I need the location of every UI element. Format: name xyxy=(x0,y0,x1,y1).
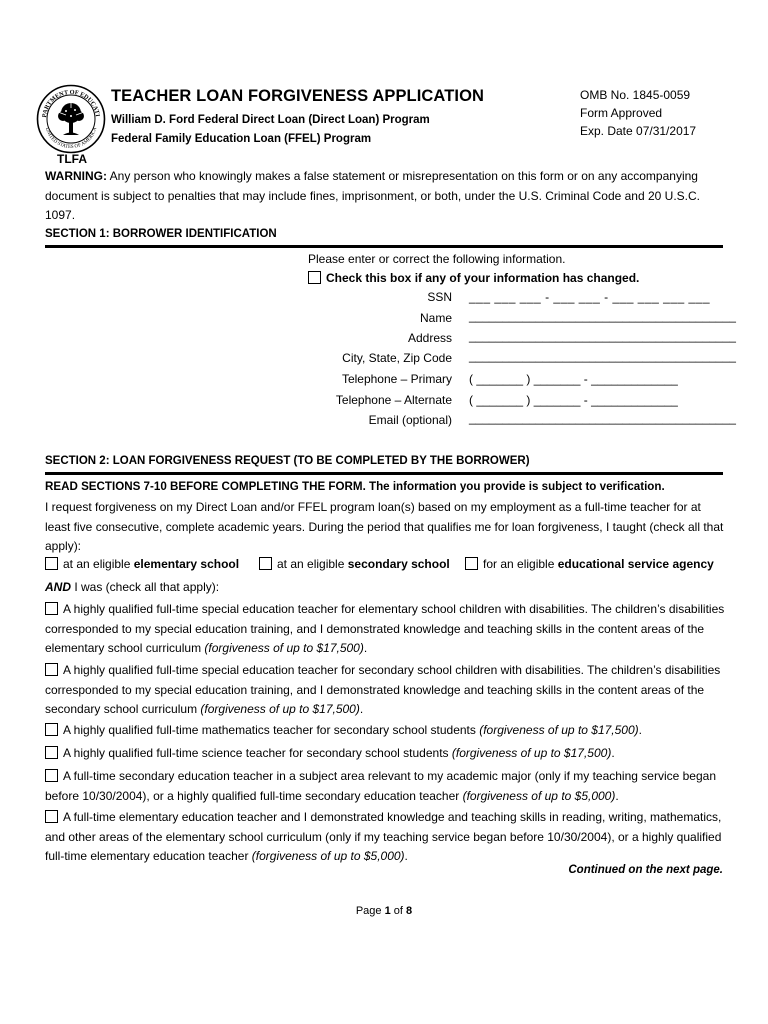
section-2-heading: SECTION 2: LOAN FORGIVENESS REQUEST (TO BE COMPLETED BY THE BORROWER) xyxy=(45,455,530,467)
teacher-type-item-2: A highly qualified full-time special education teacher for secondary school children with disabilities. The children’s disabilities corresponded to my special education training, and I demonstrated knowledge and teaching skills in the content areas of the secondary school curriculum (forgiveness of up to $17,500). xyxy=(45,663,721,716)
city-state-zip-field[interactable]: ________________________________________ xyxy=(469,349,736,363)
page-number: Page 1 of 8 xyxy=(355,905,413,917)
email-label: Email (optional) xyxy=(368,413,452,427)
omb-number: OMB No. 1845-0059 xyxy=(580,88,691,102)
name-field[interactable]: ________________________________________ xyxy=(469,309,736,323)
telephone-primary-field[interactable]: ( _______ ) _______ - _____________ xyxy=(469,372,678,386)
teacher-type-item-3: A highly qualified full-time mathematics teacher for secondary school students (forgiveness of up to $17,500). xyxy=(45,721,725,741)
teacher-type-checkbox-6[interactable] xyxy=(45,810,58,823)
program-name-ffel: Federal Family Education Loan (FFEL) Program xyxy=(111,133,372,145)
section-1-instruction: Please enter or correct the following information. xyxy=(308,252,566,266)
form-code: TLFA xyxy=(57,152,87,166)
teacher-type-checkbox-4[interactable] xyxy=(45,746,58,759)
read-sections-notice: READ SECTIONS 7-10 BEFORE COMPLETING THE FORM. The information you provide is subject to verification. xyxy=(45,480,665,493)
email-field[interactable]: ________________________________________ xyxy=(469,411,736,425)
teacher-type-checkbox-3[interactable] xyxy=(45,723,58,736)
teacher-type-item-1: A highly qualified full-time special education teacher for elementary school children with disabilities. The children’s disabilities corresponded to my special education training, and I demonstrated knowledge and teaching skills in the content areas of the elementary school curriculum (forgiveness of up to $17,500). xyxy=(45,602,725,655)
info-changed-row xyxy=(308,271,639,285)
svg-text:DEPARTMENT OF EDUCATION: PARTMENT OF EDUCATI xyxy=(41,88,101,118)
section-1-heading: SECTION 1: BORROWER IDENTIFICATION xyxy=(45,228,277,240)
school-option-service-agency: for an eligible educational service agency xyxy=(465,557,714,571)
school-option-secondary: at an eligible secondary school xyxy=(259,557,450,571)
program-name-direct-loan: William D. Ford Federal Direct Loan (Direct Loan) Program xyxy=(111,114,430,126)
teacher-type-checkbox-5[interactable] xyxy=(45,769,58,782)
name-label: Name xyxy=(419,311,452,325)
warning-text: Any person who knowingly makes a false statement or misrepresentation on this form or on any accompanying document is subject to penalties that may include fines, imprisonment, or both, under the U.S. Criminal Code and 20 U.S.C. 1097. xyxy=(45,169,700,222)
telephone-alternate-label: Telephone – Alternate xyxy=(335,393,452,407)
address-label: Address xyxy=(407,331,452,345)
service-agency-checkbox[interactable] xyxy=(465,557,478,570)
city-state-zip-label: City, State, Zip Code xyxy=(342,351,452,365)
section-1-rule xyxy=(45,245,723,248)
ssn-field[interactable]: ___ ___ ___ - ___ ___ - ___ ___ ___ ___ xyxy=(469,290,711,304)
teacher-type-item-6: A full-time elementary education teacher and I demonstrated knowledge and teaching skills in reading, writing, mathematics, and other areas of the elementary school curriculum (only if my teaching service began before 10/30/2004), or a highly qualified full-time elementary education teacher (forgiveness of up to $5,000). xyxy=(45,810,722,863)
info-changed-label: Check this box if any of your information has changed. xyxy=(326,271,640,285)
teacher-type-item-4: A highly qualified full-time science teacher for secondary school students (forgiveness of up to $17,500). xyxy=(45,744,725,764)
department-of-education-seal xyxy=(36,84,106,154)
telephone-primary-label: Telephone – Primary xyxy=(341,372,452,386)
continued-note: Continued on the next page. xyxy=(568,864,723,876)
form-title: TEACHER LOAN FORGIVENESS APPLICATION xyxy=(111,87,485,105)
telephone-alternate-field[interactable]: ( _______ ) _______ - _____________ xyxy=(469,393,678,407)
form-approved: Form Approved xyxy=(580,106,663,120)
school-option-elementary: at an eligible elementary school xyxy=(45,557,239,571)
elementary-school-checkbox[interactable] xyxy=(45,557,58,570)
warning-label: WARNING: xyxy=(45,169,107,183)
secondary-school-checkbox[interactable] xyxy=(259,557,272,570)
teacher-type-checkbox-2[interactable] xyxy=(45,663,58,676)
section-2-rule xyxy=(45,472,723,475)
forgiveness-intro: I request forgiveness on my Direct Loan and/or FFEL program loan(s) based on my employment as a full-time teacher for at least five consecutive, complete academic years. During the period that qualifies me for loan forgiveness, I taught (check all that apply): xyxy=(45,500,724,553)
warning-paragraph xyxy=(45,167,725,226)
info-changed-checkbox[interactable] xyxy=(308,271,321,284)
svg-text:UNITED STATES OF AMERICA: UNITED STATES OF AMERICA xyxy=(43,127,99,151)
and-instruction: AND I was (check all that apply): xyxy=(45,580,220,594)
teacher-type-checkbox-1[interactable] xyxy=(45,602,58,615)
ssn-label: SSN xyxy=(427,290,452,304)
address-field[interactable]: ________________________________________ xyxy=(469,329,736,343)
expiration-date: Exp. Date 07/31/2017 xyxy=(580,124,697,138)
teacher-type-item-5: A full-time secondary education teacher in a subject area relevant to my academic major (only if my teaching service began before 10/30/2004), or a highly qualified full-time secondary education teacher (forgiveness of up to $5,000). xyxy=(45,769,716,803)
